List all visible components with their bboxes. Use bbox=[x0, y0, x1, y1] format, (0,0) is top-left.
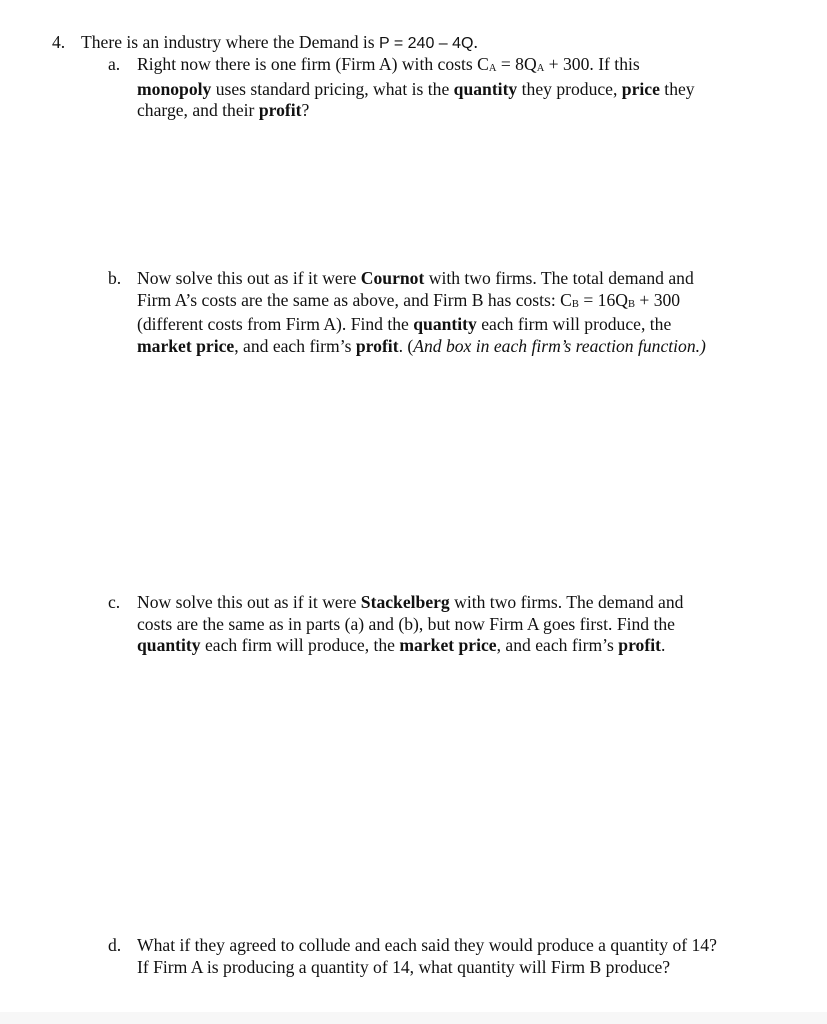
part-d-text bbox=[137, 935, 808, 978]
part-c-line-2 bbox=[137, 614, 808, 636]
text-segment: Firm A’s costs are the same as above, and Firm B has costs: C bbox=[137, 289, 572, 310]
question-stem bbox=[81, 32, 478, 54]
bold-term: profit bbox=[258, 100, 302, 120]
subscript: A bbox=[488, 63, 497, 75]
bold-term: market price bbox=[137, 335, 235, 356]
part-a-line-1 bbox=[137, 54, 808, 79]
bold-term: profit bbox=[618, 635, 661, 655]
italic-note: And box in each firm’s reaction function.) bbox=[413, 335, 706, 356]
text-segment: with two firms. The demand and bbox=[449, 592, 684, 612]
text-segment: uses standard pricing, what is the bbox=[211, 78, 454, 99]
part-c-line-3 bbox=[137, 635, 808, 657]
part-b-line-3 bbox=[137, 314, 808, 336]
bold-term: profit bbox=[355, 335, 399, 356]
text-segment: Now solve this out as if it were bbox=[137, 268, 361, 288]
part-d bbox=[108, 935, 808, 978]
part-a bbox=[108, 54, 808, 122]
bold-term: quantity bbox=[137, 635, 201, 655]
question-number: 4. bbox=[52, 32, 66, 52]
part-a-line-2 bbox=[137, 79, 808, 101]
text-segment: charge, and their bbox=[137, 100, 259, 120]
demand-equation: P = 240 – 4Q bbox=[379, 35, 474, 52]
part-b-label: b. bbox=[108, 268, 122, 288]
text-segment: (different costs from Firm A). Find the bbox=[137, 314, 414, 334]
part-d-line-1: What if they agreed to collude and each said they would produce a quantity of 14? bbox=[137, 935, 717, 955]
text-segment: , and each firm’s bbox=[234, 335, 356, 356]
bold-term: price bbox=[621, 78, 660, 99]
text-segment: they bbox=[659, 78, 695, 99]
part-a-line-3 bbox=[137, 100, 808, 122]
text-segment: + 300. If this bbox=[544, 54, 640, 74]
subscript: B bbox=[571, 298, 579, 310]
text-segment: + 300 bbox=[634, 289, 681, 310]
text-segment: they produce, bbox=[517, 78, 622, 99]
text-segment: . ( bbox=[398, 335, 414, 356]
part-a-text bbox=[137, 54, 808, 122]
bold-term: Cournot bbox=[360, 268, 425, 288]
part-b bbox=[108, 268, 808, 357]
part-b-line-4 bbox=[137, 336, 808, 358]
bold-term: monopoly bbox=[137, 78, 212, 99]
subscript: B bbox=[627, 298, 635, 310]
part-b-line-1 bbox=[137, 268, 808, 290]
text-segment: each firm will produce, the bbox=[200, 635, 400, 655]
part-c bbox=[108, 592, 808, 657]
part-c-label: c. bbox=[108, 592, 121, 612]
bold-term: market price bbox=[399, 635, 497, 655]
page-bottom-edge bbox=[0, 1012, 827, 1024]
part-b-line-2 bbox=[137, 290, 808, 315]
text-segment: with two firms. The total demand and bbox=[424, 268, 694, 288]
stem-text: There is an industry where the Demand is bbox=[81, 32, 380, 52]
text-segment: . bbox=[660, 635, 666, 655]
text-segment: each firm will produce, the bbox=[476, 314, 672, 334]
stem-end: . bbox=[473, 32, 478, 52]
text-segment: = 8Q bbox=[496, 54, 537, 74]
part-d-line-2: If Firm A is producing a quantity of 14, what quantity will Firm B produce? bbox=[137, 956, 671, 977]
text-segment: costs are the same as in parts (a) and (b), but now Firm A goes first. Find the bbox=[137, 613, 675, 634]
part-c-line-1 bbox=[137, 592, 808, 614]
part-c-text bbox=[137, 592, 808, 657]
subscript: A bbox=[536, 63, 545, 75]
text-segment: , and each firm’s bbox=[496, 635, 619, 655]
text-segment: Now solve this out as if it were bbox=[137, 592, 361, 612]
bold-term: Stackelberg bbox=[360, 592, 450, 612]
text-segment: ? bbox=[301, 100, 310, 120]
part-a-label: a. bbox=[108, 54, 121, 74]
text-segment: = 16Q bbox=[578, 289, 628, 310]
part-b-text bbox=[137, 268, 808, 357]
bold-term: quantity bbox=[453, 78, 518, 99]
part-d-label: d. bbox=[108, 935, 122, 955]
bold-term: quantity bbox=[413, 314, 477, 334]
text-segment: Right now there is one firm (Firm A) with costs C bbox=[137, 54, 489, 74]
